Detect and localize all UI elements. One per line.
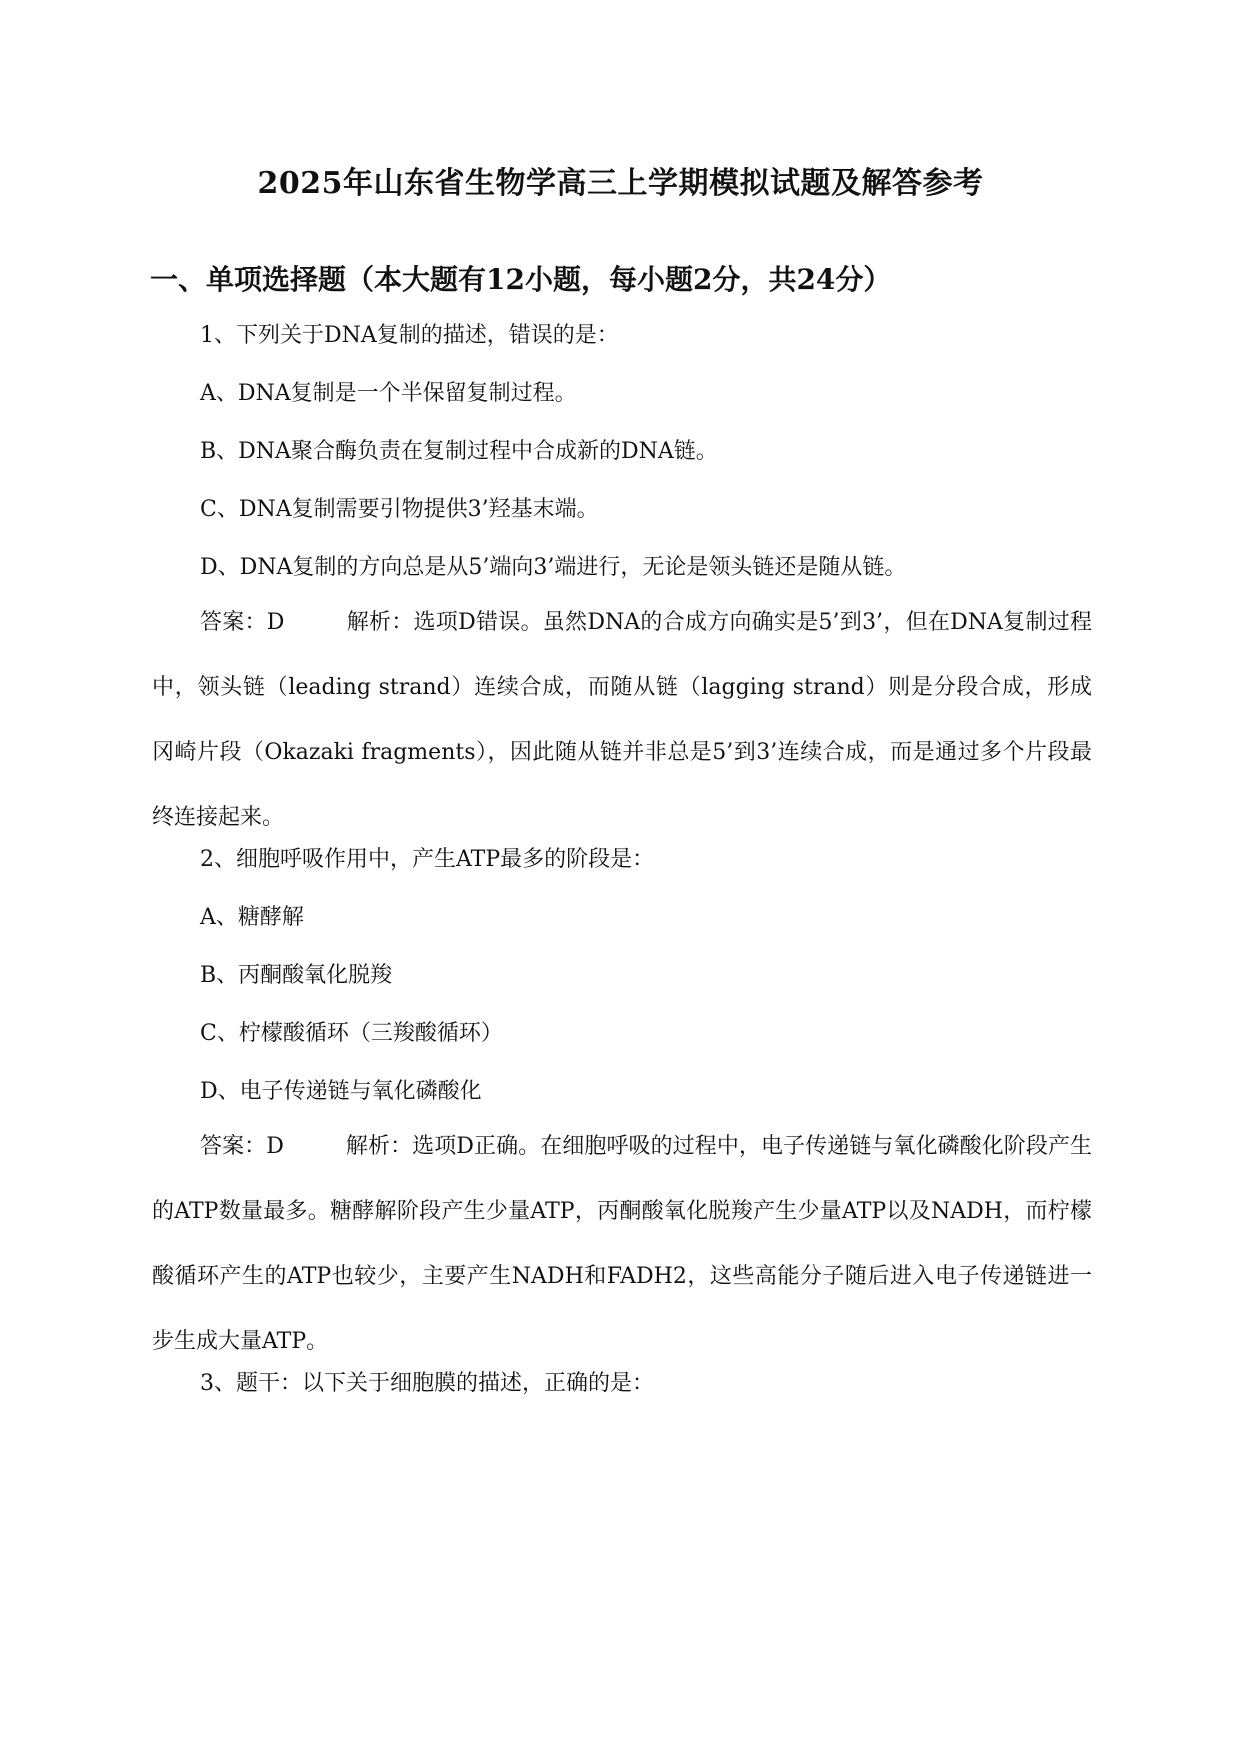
- question-1-explanation: 解析：选项D错误。虽然DNA的合成方向确实是5’到3’，但在DNA复制过程中，领头链（leading strand）连续合成，而随从链（lagging strand）则是分段合成，形成冈崎片段（Okazaki fragments），因此随从链并非总是5’到3’连续合成，而是通过多个片段最终连接起来。: [152, 610, 1092, 830]
- section-heading: 一、单项选择题（本大题有12小题，每小题2分，共24分）: [150, 263, 892, 296]
- question-2-option-a: A、糖酵解: [200, 905, 304, 930]
- question-1-answer-block: [152, 590, 1092, 850]
- question-1-answer: 答案：D: [200, 610, 285, 635]
- question-2-option-b: B、丙酮酸氧化脱羧: [200, 963, 393, 988]
- question-1-option-d: D、DNA复制的方向总是从5’端向3’端进行，无论是领头链还是随从链。: [200, 555, 907, 580]
- question-2-option-c: C、柠檬酸循环（三羧酸循环）: [200, 1021, 503, 1046]
- question-1-option-a: A、DNA复制是一个半保留复制过程。: [200, 381, 577, 406]
- question-2-stem: 2、细胞呼吸作用中，产生ATP最多的阶段是：: [200, 847, 655, 872]
- question-2-explanation: 解析：选项D正确。在细胞呼吸的过程中，电子传递链与氧化磷酸化阶段产生的ATP数量最多。糖酵解阶段产生少量ATP，丙酮酸氧化脱羧产生少量ATP以及NADH，而柠檬酸循环产生的ATP也较少，主要产生NADH和FADH2，这些高能分子随后进入电子传递链进一步生成大量ATP。: [152, 1134, 1092, 1354]
- question-2-answer: 答案：D: [200, 1134, 284, 1159]
- document-title: 2025年山东省生物学高三上学期模拟试题及解答参考: [257, 166, 984, 201]
- question-2-option-d: D、电子传递链与氧化磷酸化: [200, 1079, 482, 1104]
- question-1-stem: 1、下列关于DNA复制的描述，错误的是：: [200, 323, 619, 348]
- question-1-option-b: B、DNA聚合酶负责在复制过程中合成新的DNA链。: [200, 439, 718, 464]
- question-1-option-c: C、DNA复制需要引物提供3’羟基末端。: [200, 497, 599, 522]
- question-3-stem: 3、题干：以下关于细胞膜的描述，正确的是：: [200, 1371, 654, 1396]
- question-2-answer-block: [152, 1114, 1092, 1374]
